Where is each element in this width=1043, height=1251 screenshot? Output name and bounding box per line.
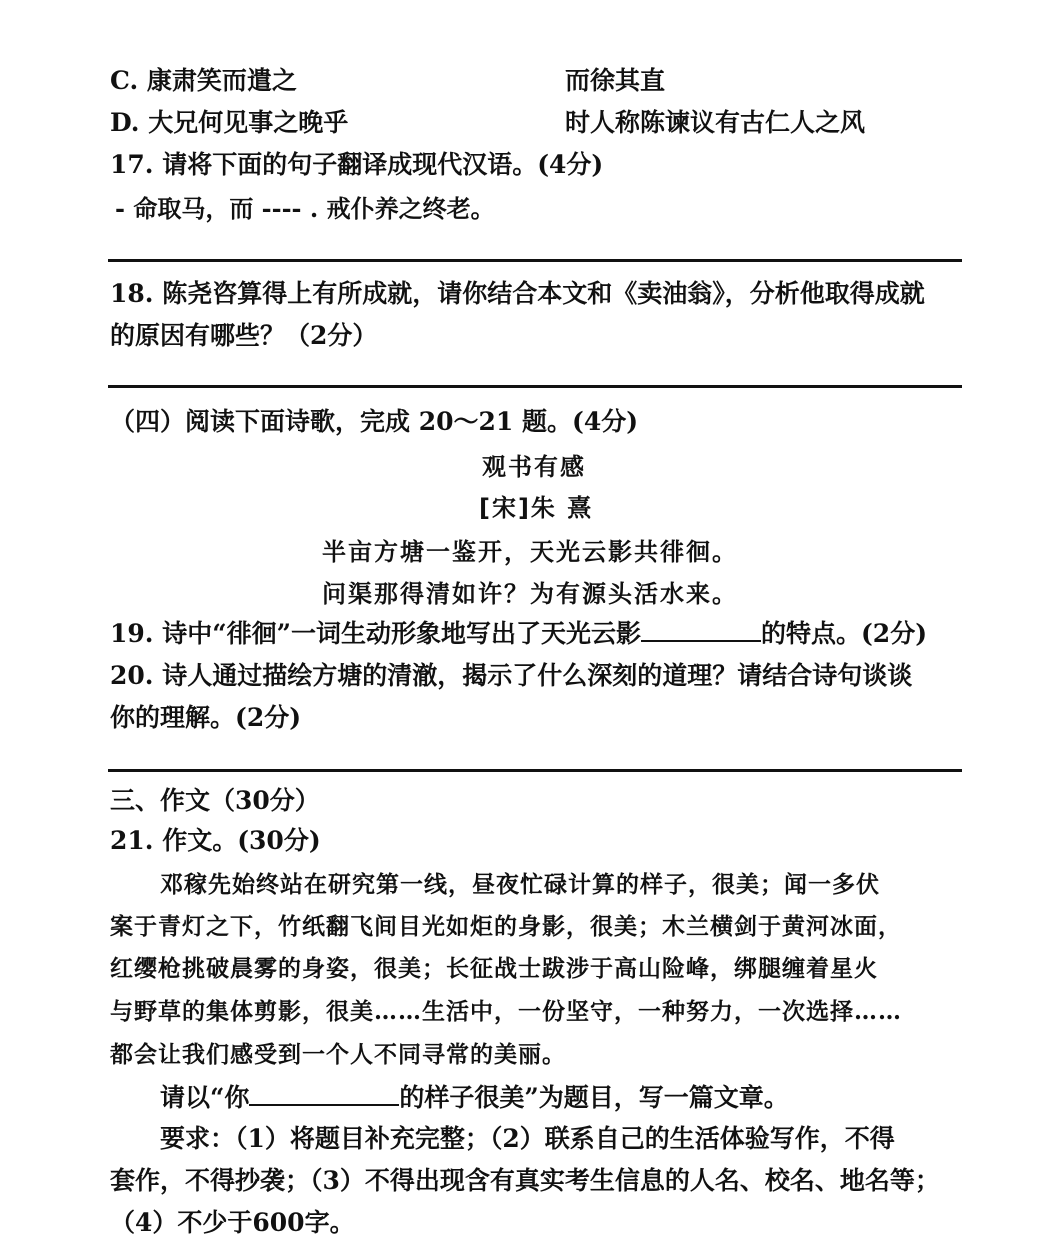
essay-prompt-line-2: 案于青灯之下，竹纸翻飞间目光如炬的身影，很美；木兰横剑于黄河冰面， bbox=[110, 913, 902, 940]
question-20-line2: 你的理解。(2分) bbox=[110, 703, 302, 732]
question-19-blank[interactable] bbox=[641, 618, 761, 642]
question-19 bbox=[110, 617, 927, 651]
essay-topic-blank[interactable] bbox=[249, 1082, 399, 1106]
answer-line-17 bbox=[108, 259, 962, 262]
answer-line-18 bbox=[108, 385, 962, 388]
essay-requirements-line-2: 套作，不得抄袭；（3）不得出现含有真实考生信息的人名、校名、地名等； bbox=[110, 1166, 940, 1195]
question-20-line1: 20. 诗人通过描绘方塘的清澈，揭示了什么深刻的道理？请结合诗句谈谈 bbox=[110, 661, 913, 690]
essay-prompt-line-5: 都会让我们感受到一个人不同寻常的美丽。 bbox=[110, 1041, 566, 1068]
poem-title: 观书有感 bbox=[482, 453, 586, 481]
essay-prompt-line-1: 邓稼先始终站在研究第一线，昼夜忙碌计算的样子，很美；闻一多伏 bbox=[160, 871, 880, 898]
question-17-prompt: 17. 请将下面的句子翻译成现代汉语。(4分) bbox=[110, 150, 604, 179]
essay-requirements-line-1: 要求：（1）将题目补充完整；（2）联系自己的生活体验写作，不得 bbox=[160, 1124, 895, 1153]
question-19-after: 的特点。(2分) bbox=[760, 619, 928, 648]
poem-line-2: 问渠那得清如许？为有源头活水来。 bbox=[322, 580, 738, 608]
poem-author: [宋]朱 熹 bbox=[479, 494, 594, 522]
essay-topic-after: 的样子很美”为题目，写一篇文章。 bbox=[399, 1083, 789, 1112]
essay-topic bbox=[160, 1081, 789, 1115]
option-d-left: D. 大兄何见事之晚乎 bbox=[110, 108, 349, 137]
answer-line-20 bbox=[108, 769, 962, 772]
question-19-before: 19. 诗中“徘徊”一词生动形象地写出了天光云影 bbox=[110, 619, 641, 648]
option-d-right: 时人称陈谏议有古仁人之风 bbox=[565, 108, 866, 137]
question-21: 21. 作文。(30分) bbox=[110, 826, 321, 855]
essay-prompt-line-4: 与野草的集体剪影，很美……生活中，一份坚守，一种努力，一次选择…… bbox=[110, 998, 902, 1025]
essay-topic-before: 请以“你 bbox=[160, 1083, 250, 1112]
question-18-line2: 的原因有哪些？（2分） bbox=[110, 321, 378, 350]
section-4-heading: （四）阅读下面诗歌，完成 20～21 题。(4分) bbox=[110, 407, 639, 436]
essay-requirements-line-3: （4）不少于600字。 bbox=[110, 1208, 355, 1237]
option-c-right: 而徐其直 bbox=[565, 66, 666, 95]
section-3-heading: 三、作文（30分） bbox=[110, 786, 320, 815]
question-17-sentence: - 命取马，而 ---- . 戒仆养之终老。 bbox=[115, 194, 495, 223]
essay-prompt-line-3: 红缨枪挑破晨雾的身姿，很美；长征战士跋涉于高山险峰，绑腿缠着星火 bbox=[110, 955, 878, 982]
poem-line-1: 半亩方塘一鉴开，天光云影共徘徊。 bbox=[322, 538, 738, 566]
question-18-line1: 18. 陈尧咨算得上有所成就，请你结合本文和《卖油翁》，分析他取得成就 bbox=[110, 279, 925, 308]
option-c-left: C. 康肃笑而遣之 bbox=[110, 66, 297, 95]
